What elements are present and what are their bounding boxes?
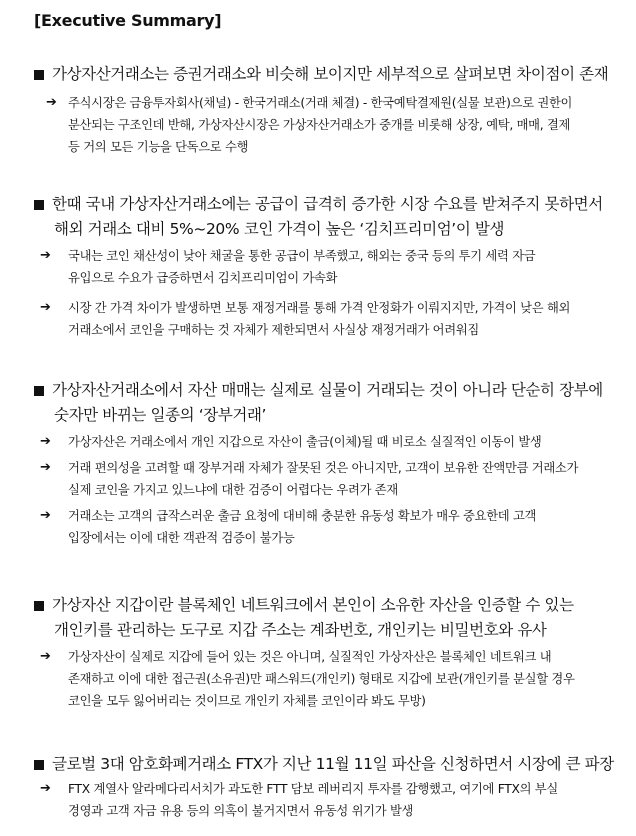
bullet-item: ➔ 주식시장은 금융투자회사(채널) - 한국거래소(거래 체결) - 한국예탁결제원(실물 보관)으로 권한이 분산되는 구조인데 반해, 가상자산시장은 가상자산거래소가 중개를 비롯해 상장, 예탁, 매매, 결제 등 거의 모든 기능을 단독으로 수행 [0,92,636,158]
summary-section-1 [0,62,636,158]
bullet-item: ➔ 시장 간 가격 차이가 발생하면 보통 재정거래를 통해 가격 안정화가 이뤄지지만, 가격이 낮은 해외 거래소에서 코인을 구매하는 것 자체가 제한되면서 사실상 재정거래가 어려워짐 [0,297,636,341]
section-heading: 가상자산거래소에서 자산 매매는 실제로 실물이 거래되는 것이 아니라 단순히 장부에 숫자만 바뀌는 일종의 ‘장부거래’ [0,378,636,428]
black-square-icon [34,601,44,611]
section-heading: 한때 국내 가상자산거래소에는 공급이 급격히 증가한 시장 수요를 받쳐주지 못하면서 해외 거래소 대비 5%~20% 코인 가격이 높은 ‘김치프리미엄’이 발생 [0,192,636,242]
black-square-icon [34,200,44,210]
summary-section-4 [0,593,636,712]
bullet-item: ➔ 거래 편의성을 고려할 때 장부거래 자체가 잘못된 것은 아니지만, 고객이 보유한 잔액만큼 거래소가 실제 코인을 가지고 있느냐에 대한 검증이 어렵다는 우려가 존재 [0,457,636,501]
black-square-icon [34,70,44,80]
summary-section-2 [0,192,636,341]
bullet-item: ➔ 가상자산은 거래소에서 개인 지갑으로 자산이 출금(이체)될 때 비로소 실질적인 이동이 발생 [0,431,636,453]
bullet-item: ➔ 가상자산이 실제로 지갑에 들어 있는 것은 아니며, 실질적인 가상자산은 블록체인 네트워크 내 존재하고 이에 대한 접근권(소유권)만 패스워드(개인키) 형태로 지갑에 보관(개인키를 분실할 경우 코인을 모두 잃어버리는 것이므로 개인키 자체를 코인이라 봐도 무방) [0,646,636,712]
right-arrow-icon: ➔ [40,649,51,664]
right-arrow-icon: ➔ [40,434,51,449]
right-arrow-icon: ➔ [40,248,51,263]
right-arrow-icon: ➔ [40,460,51,475]
section-heading: 가상자산거래소는 증권거래소와 비슷해 보이지만 세부적으로 살펴보면 차이점이 존재 [0,62,636,87]
right-arrow-icon: ➔ [40,781,51,796]
section-heading: 가상자산 지갑이란 블록체인 네트워크에서 본인이 소유한 자산을 인증할 수 있는 개인키를 관리하는 도구로 지갑 주소는 계좌번호, 개인키는 비밀번호와 유사 [0,593,636,643]
bullet-item: ➔ FTX 계열사 알라메다리서치가 과도한 FTT 담보 레버리지 투자를 감행했고, 여기에 FTX의 부실 경영과 고객 자금 유용 등의 의혹이 불거지면서 유동성 위기가 발생 [0,778,636,822]
document-title: [Executive Summary] [34,11,222,30]
summary-section-3 [0,378,636,549]
right-arrow-icon: ➔ [40,300,51,315]
section-heading: 글로벌 3대 암호화폐거래소 FTX가 지난 11월 11일 파산을 신청하면서 시장에 큰 파장 [0,752,636,777]
right-arrow-icon: ➔ [46,95,57,110]
bullet-item: ➔ 거래소는 고객의 급작스러운 출금 요청에 대비해 충분한 유동성 확보가 매우 중요한데 고객 입장에서는 이에 대한 객관적 검증이 불가능 [0,505,636,549]
summary-section-5 [0,752,636,822]
black-square-icon [34,760,44,770]
bullet-item: ➔ 국내는 코인 채산성이 낮아 채굴을 통한 공급이 부족했고, 해외는 중국 등의 투기 세력 자금 유입으로 수요가 급증하면서 김치프리미엄이 가속화 [0,245,636,289]
black-square-icon [34,386,44,396]
right-arrow-icon: ➔ [40,508,51,523]
